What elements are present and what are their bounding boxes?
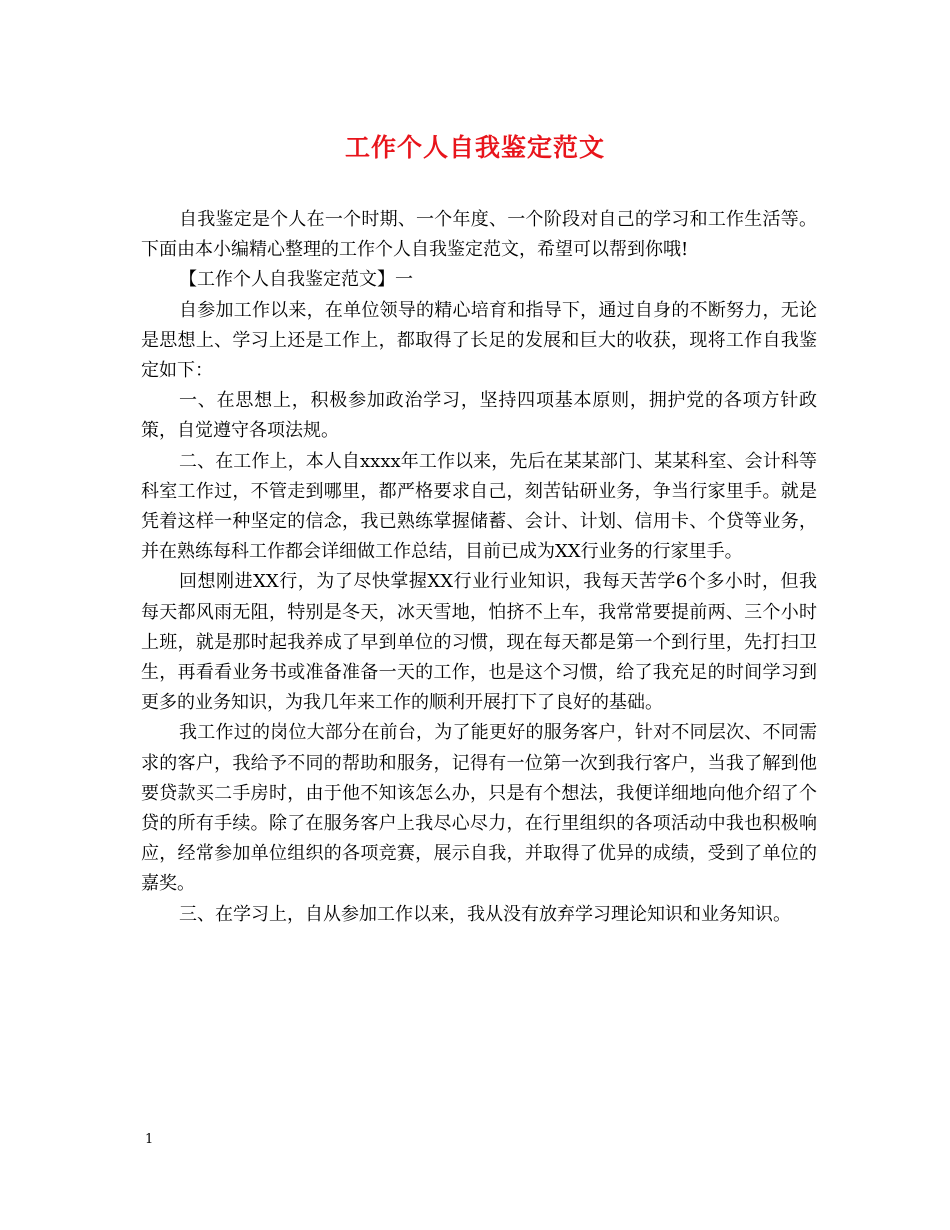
paragraph-intro: 自我鉴定是个人在一个时期、一个年度、一个阶段对自己的学习和工作生活等。下面由本小编精心整理的工作个人自我鉴定范文，希望可以帮到你哦!	[141, 209, 817, 261]
paragraph: 回想刚进XX行，为了尽快掌握XX行业行业知识，我每天苦学6个多小时，但我每天都风雨无阻，特别是冬天，冰天雪地，怕挤不上车，我常常要提前两、三个小时上班，就是那时起我养成了早到单位的习惯，现在每天都是第一个到行里，先打扫卫生，再看看业务书或准备准备一天的工作，也是这个习惯，给了我充足的时间学习到更多的业务知识，为我几年来工作的顺利开展打下了良好的基础。	[141, 571, 817, 714]
document-title: 工作个人自我鉴定范文	[344, 133, 605, 162]
paragraph: 三、在学习上，自从参加工作以来，我从没有放弃学习理论知识和业务知识。	[179, 903, 791, 925]
section-heading: 【工作个人自我鉴定范文】一	[179, 269, 413, 291]
paragraph: 一、在思想上，积极参加政治学习，坚持四项基本原则，拥护党的各项方针政策，自觉遵守各项法规。	[141, 390, 817, 442]
document-body	[141, 205, 817, 930]
paragraph: 自参加工作以来，在单位领导的精心培育和指导下，通过自身的不断努力，无论是思想上、学习上还是工作上，都取得了长足的发展和巨大的收获，现将工作自我鉴定如下：	[141, 299, 817, 382]
paragraph: 二、在工作上，本人自xxxx年工作以来，先后在某某部门、某某科室、会计科等科室工作过，不管走到哪里，都严格要求自己，刻苦钻研业务，争当行家里手。就是凭着这样一种坚定的信念，我已熟练掌握储蓄、会计、计划、信用卡、个贷等业务，并在熟练每科工作都会详细做工作总结，目前已成为XX行业务的行家里手。	[141, 450, 817, 563]
paragraph: 我工作过的岗位大部分在前台，为了能更好的服务客户，针对不同层次、不同需求的客户，我给予不同的帮助和服务，记得有一位第一次到我行客户，当我了解到他要贷款买二手房时，由于他不知该怎么办，只是有个想法，我便详细地向他介绍了个贷的所有手续。除了在服务客户上我尽心尽力，在行里组织的各项活动中我也积极响应，经常参加单位组织的各项竞赛，展示自我，并取得了优异的成绩，受到了单位的嘉奖。	[141, 722, 817, 895]
page-number: 1	[145, 1132, 154, 1147]
